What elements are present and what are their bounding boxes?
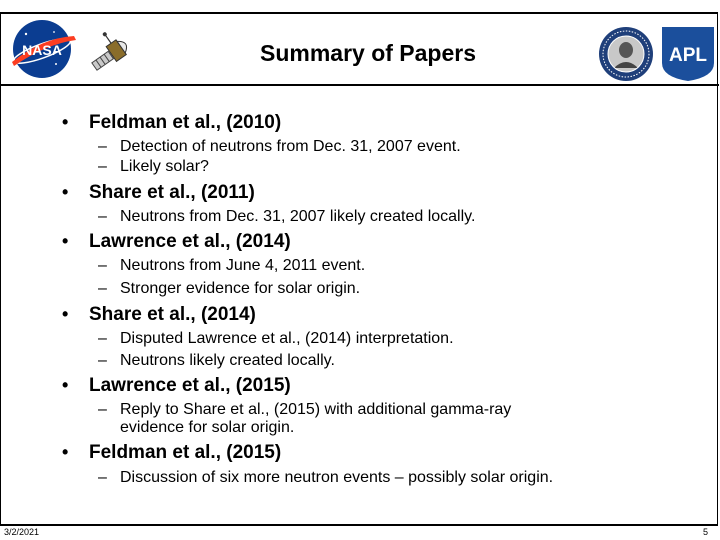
dash-icon: – [98,401,107,418]
dash-icon: – [98,469,107,486]
detail-text: Detection of neutrons from Dec. 31, 2007 event. [120,138,461,155]
detail-text: Neutrons from Dec. 31, 2007 likely created locally. [120,208,476,225]
list-item-detail [98,157,209,177]
detail-text: evidence for solar origin. [120,419,295,436]
nasa-logo-text: NASA [22,42,62,58]
detail-text: Neutrons from June 4, 2011 event. [120,257,366,274]
detail-text: Disputed Lawrence et al., (2014) interpretation. [120,330,454,347]
detail-text: Stronger evidence for solar origin. [120,280,361,297]
dash-icon: – [98,352,107,369]
paper-heading: Lawrence et al., (2015) [89,375,291,396]
apl-logo [660,23,716,88]
list-item-detail [98,400,511,420]
apl-logo-text: APL [669,45,707,66]
bullet-icon: • [62,304,69,324]
paper-heading: Feldman et al., (2010) [89,112,282,133]
slide-title: Summary of Papers [259,40,477,66]
paper-heading: Share et al., (2014) [89,304,256,325]
dash-icon: – [98,138,107,155]
list-item-detail [120,418,294,438]
dash-icon: – [98,280,107,297]
list-item-detail [98,351,335,371]
footer-date: 3/2/2021 [4,527,40,537]
bullet-icon: • [62,375,69,395]
page-number: 5 [702,527,708,537]
list-item-detail [98,329,454,349]
bullet-icon: • [62,182,69,202]
list-item-heading [62,304,256,326]
dash-icon: – [98,330,107,347]
detail-text: Discussion of six more neutron events – possibly solar origin. [120,469,554,486]
bullet-icon: • [62,112,69,132]
detail-text: Reply to Share et al., (2015) with additional gamma-ray [120,401,512,418]
bullet-icon: • [62,231,69,251]
list-item-detail [98,468,553,488]
bullet-icon: • [62,442,69,462]
detail-text: Likely solar? [120,158,209,175]
dash-icon: – [98,208,107,225]
list-item-detail [98,137,461,157]
list-item-heading [62,231,291,253]
list-item-heading [62,112,281,134]
dash-icon: – [98,257,107,274]
paper-heading: Feldman et al., (2015) [89,442,282,463]
list-item-detail [98,279,360,299]
list-item-detail [98,256,365,276]
detail-text: Neutrons likely created locally. [120,352,335,369]
dash-icon: – [98,158,107,175]
list-item-heading [62,182,255,204]
paper-heading: Share et al., (2011) [89,182,255,203]
paper-heading: Lawrence et al., (2014) [89,231,291,252]
list-item-detail [98,207,475,227]
list-item-heading [62,375,291,397]
list-item-heading [62,442,281,464]
university-seal-icon [598,26,654,87]
